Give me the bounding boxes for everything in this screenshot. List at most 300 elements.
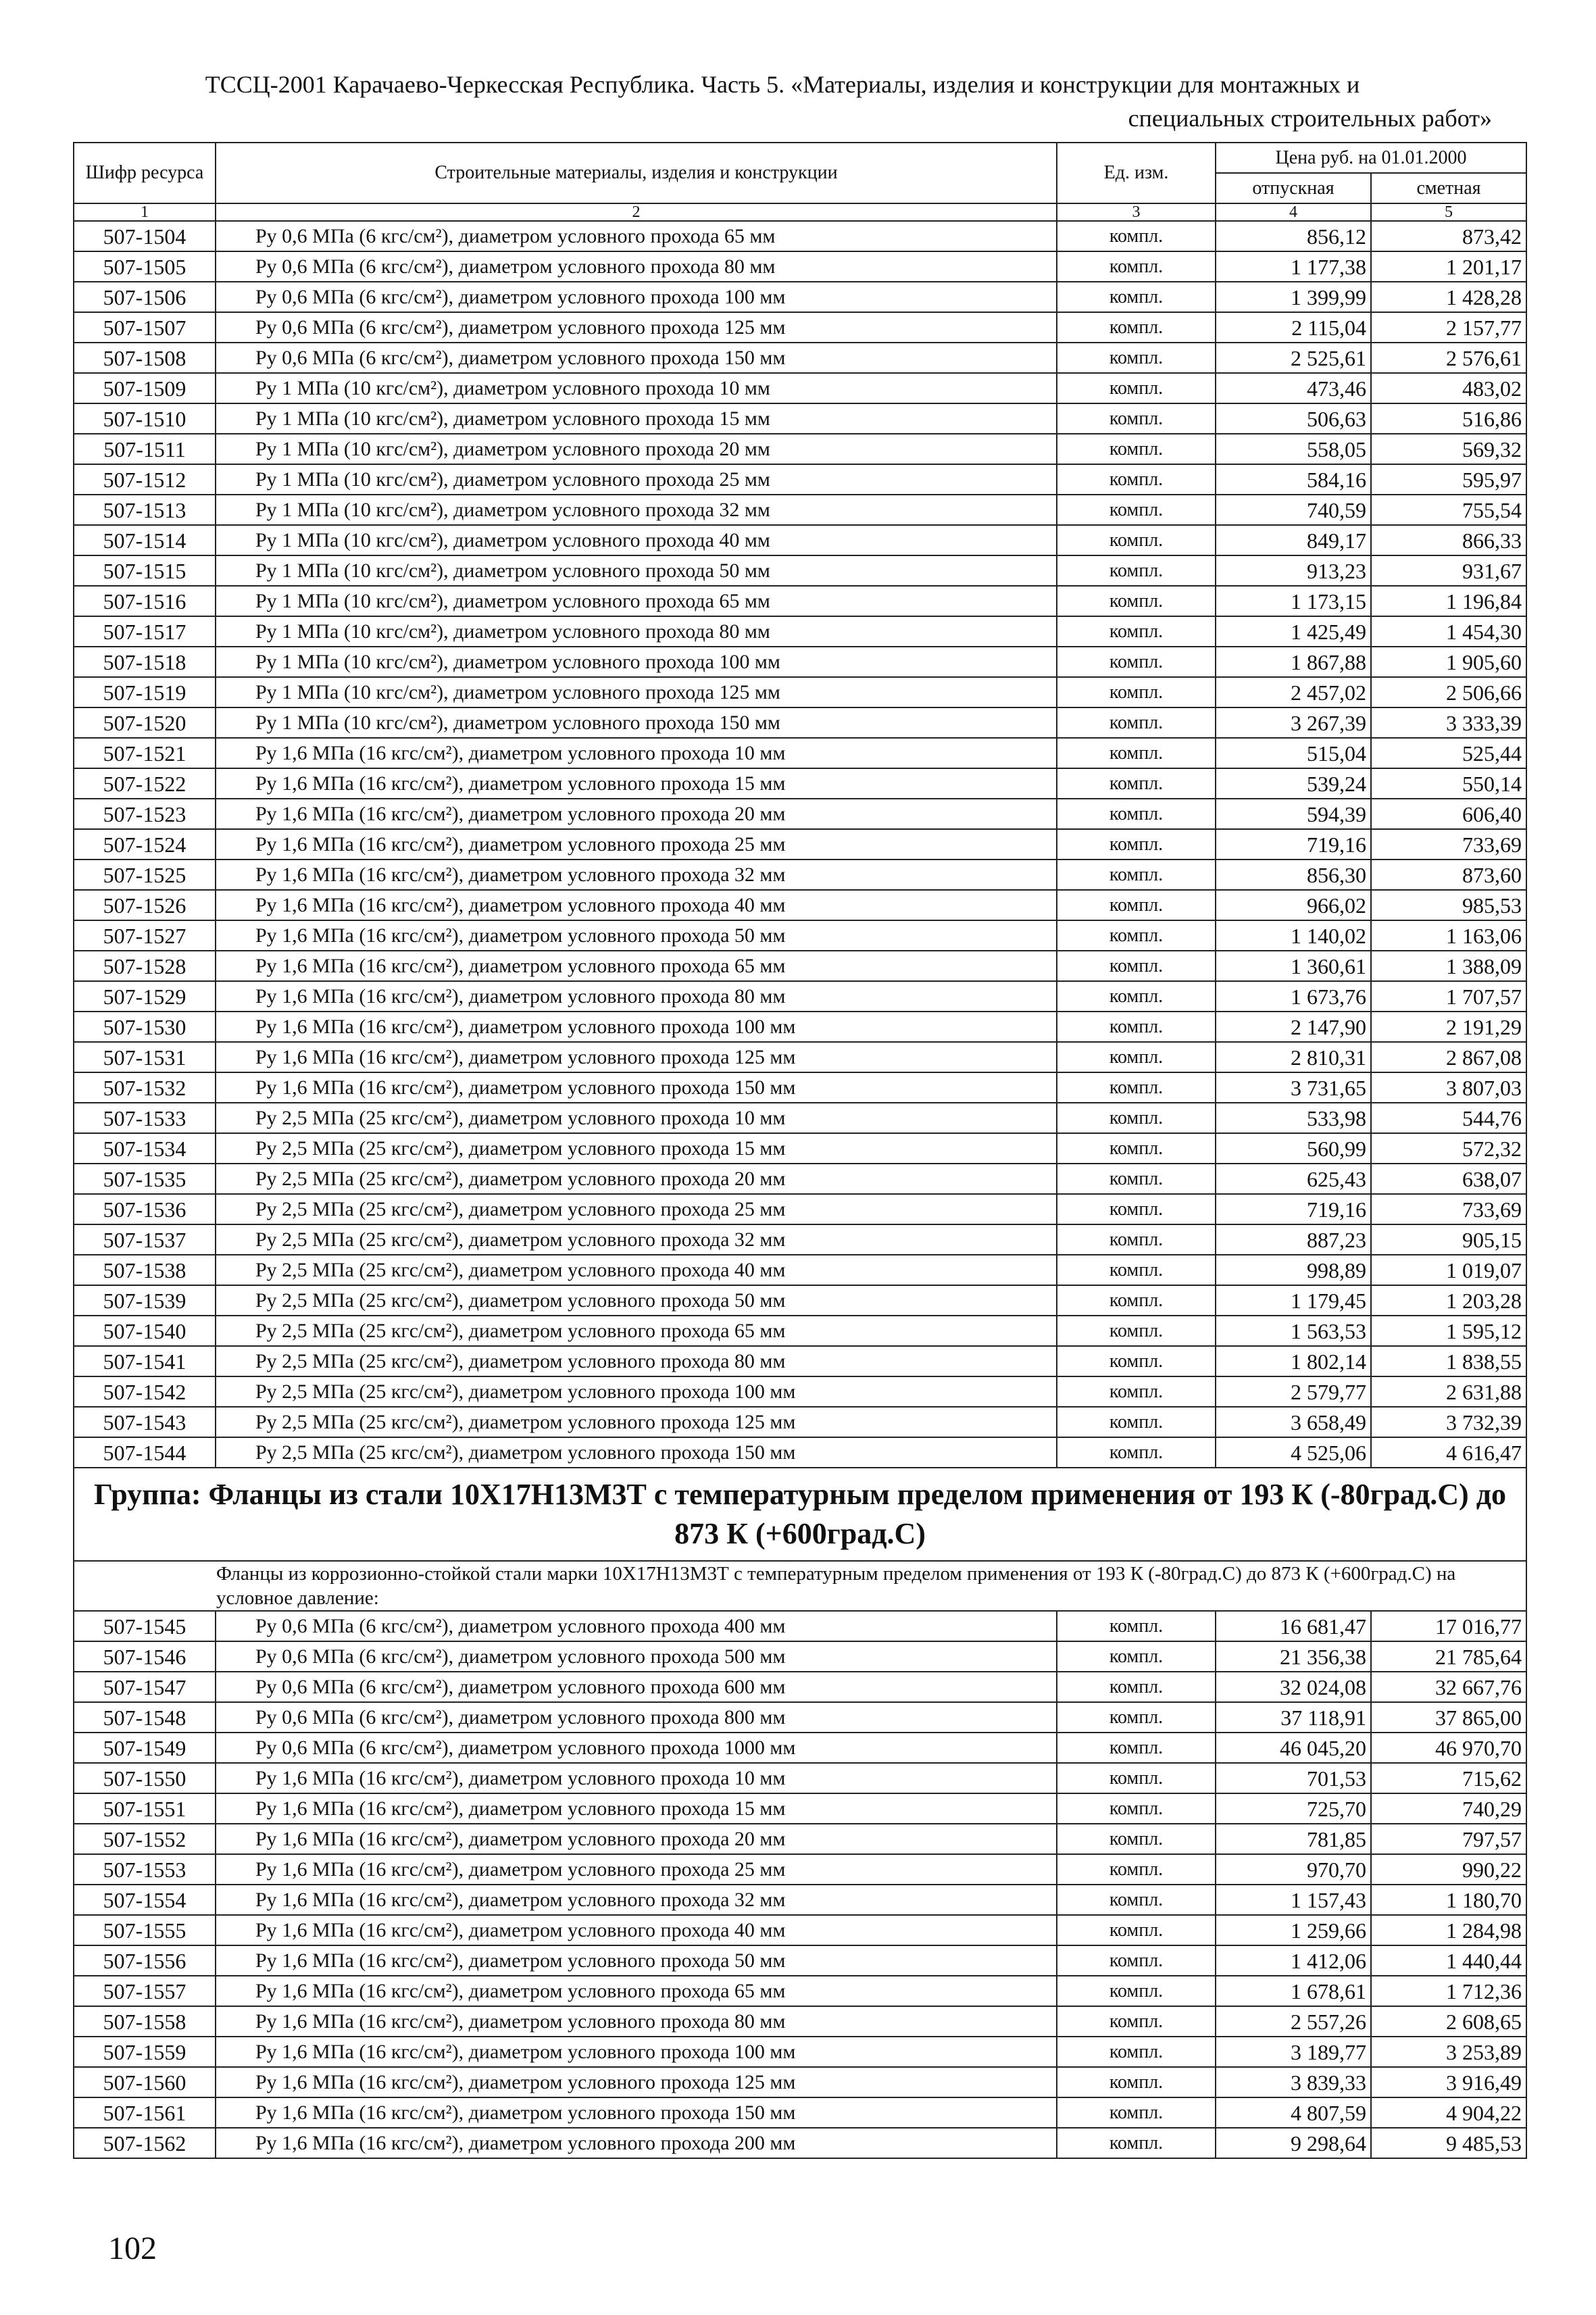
table-body-b: [74, 1611, 1526, 2158]
col-header-unit: Ед. изм.: [1057, 143, 1216, 203]
release-price: 4 525,06: [1216, 1437, 1371, 1468]
estimate-price: 873,60: [1371, 860, 1526, 890]
release-price: 3 731,65: [1216, 1072, 1371, 1103]
estimate-price: 733,69: [1371, 829, 1526, 860]
estimate-price: 32 667,76: [1371, 1672, 1526, 1702]
release-price: 533,98: [1216, 1103, 1371, 1133]
table-row: [74, 738, 1526, 768]
unit-of-measure: компл.: [1057, 2006, 1216, 2037]
item-description: Ру 2,5 МПа (25 кгс/см²), диаметром условного прохода 50 мм: [216, 1285, 1057, 1316]
col-number-2: 2: [216, 203, 1057, 221]
unit-of-measure: компл.: [1057, 890, 1216, 920]
unit-of-measure: компл.: [1057, 1885, 1216, 1915]
table-row: [74, 251, 1526, 282]
unit-of-measure: компл.: [1057, 1854, 1216, 1885]
resource-code: 507-1530: [74, 1012, 216, 1042]
resource-code: 507-1533: [74, 1103, 216, 1133]
unit-of-measure: компл.: [1057, 707, 1216, 738]
release-price: 3 839,33: [1216, 2067, 1371, 2097]
release-price: 584,16: [1216, 464, 1371, 495]
estimate-price: 2 506,66: [1371, 677, 1526, 707]
release-price: 473,46: [1216, 373, 1371, 403]
unit-of-measure: компл.: [1057, 373, 1216, 403]
estimate-price: 905,15: [1371, 1224, 1526, 1255]
resource-code: 507-1549: [74, 1733, 216, 1763]
estimate-price: 572,32: [1371, 1133, 1526, 1164]
resource-code: 507-1555: [74, 1915, 216, 1945]
table-row: [74, 1164, 1526, 1194]
unit-of-measure: компл.: [1057, 1824, 1216, 1854]
price-table: [73, 142, 1527, 2159]
item-description: Ру 1,6 МПа (16 кгс/см²), диаметром условного прохода 15 мм: [216, 768, 1057, 799]
item-description: Ру 1,6 МПа (16 кгс/см²), диаметром условного прохода 50 мм: [216, 1945, 1057, 1976]
resource-code: 507-1548: [74, 1702, 216, 1733]
estimate-price: 21 785,64: [1371, 1641, 1526, 1672]
estimate-price: 595,97: [1371, 464, 1526, 495]
header-line-2: специальных строительных работ»: [1128, 105, 1492, 132]
resource-code: 507-1521: [74, 738, 216, 768]
resource-code: 507-1539: [74, 1285, 216, 1316]
table-row: [74, 1133, 1526, 1164]
item-description: Ру 0,6 МПа (6 кгс/см²), диаметром условного прохода 80 мм: [216, 251, 1057, 282]
header-line-1: ТССЦ-2001 Карачаево-Черкесская Республика. Часть 5. «Материалы, изделия и конструкции для монтажных и: [205, 71, 1360, 98]
table-row: [74, 799, 1526, 829]
table-row: [74, 920, 1526, 951]
resource-code: 507-1538: [74, 1255, 216, 1285]
unit-of-measure: компл.: [1057, 403, 1216, 434]
release-price: 1 867,88: [1216, 647, 1371, 677]
item-description: Ру 1,6 МПа (16 кгс/см²), диаметром условного прохода 15 мм: [216, 1793, 1057, 1824]
table-row: [74, 890, 1526, 920]
unit-of-measure: компл.: [1057, 434, 1216, 464]
unit-of-measure: компл.: [1057, 1763, 1216, 1793]
resource-code: 507-1513: [74, 495, 216, 525]
estimate-price: 1 905,60: [1371, 647, 1526, 677]
table-row: [74, 1945, 1526, 1976]
resource-code: 507-1522: [74, 768, 216, 799]
table-row: [74, 1854, 1526, 1885]
unit-of-measure: компл.: [1057, 1611, 1216, 1641]
resource-code: 507-1512: [74, 464, 216, 495]
resource-code: 507-1546: [74, 1641, 216, 1672]
resource-code: 507-1508: [74, 343, 216, 373]
table-row: [74, 1224, 1526, 1255]
resource-code: 507-1534: [74, 1133, 216, 1164]
release-price: 1 412,06: [1216, 1945, 1371, 1976]
resource-code: 507-1545: [74, 1611, 216, 1641]
item-description: Ру 2,5 МПа (25 кгс/см²), диаметром условного прохода 150 мм: [216, 1437, 1057, 1468]
table-row: [74, 1824, 1526, 1854]
col-number-1: 1: [74, 203, 216, 221]
item-description: Ру 1,6 МПа (16 кгс/см²), диаметром условного прохода 80 мм: [216, 981, 1057, 1012]
release-price: 856,30: [1216, 860, 1371, 890]
table-row: [74, 1763, 1526, 1793]
resource-code: 507-1556: [74, 1945, 216, 1976]
unit-of-measure: компл.: [1057, 464, 1216, 495]
col-header-release: отпускная: [1216, 173, 1371, 203]
release-price: 1 399,99: [1216, 282, 1371, 312]
release-price: 849,17: [1216, 525, 1371, 555]
table-row: [74, 1702, 1526, 1733]
unit-of-measure: компл.: [1057, 251, 1216, 282]
release-price: 625,43: [1216, 1164, 1371, 1194]
resource-code: 507-1509: [74, 373, 216, 403]
table-row: [74, 1885, 1526, 1915]
unit-of-measure: компл.: [1057, 586, 1216, 616]
release-price: 966,02: [1216, 890, 1371, 920]
estimate-price: 990,22: [1371, 1854, 1526, 1885]
resource-code: 507-1550: [74, 1763, 216, 1793]
table-row: [74, 1103, 1526, 1133]
release-price: 2 147,90: [1216, 1012, 1371, 1042]
table-row: [74, 1072, 1526, 1103]
release-price: 856,12: [1216, 221, 1371, 251]
item-description: Ру 1,6 МПа (16 кгс/см²), диаметром условного прохода 200 мм: [216, 2128, 1057, 2158]
resource-code: 507-1511: [74, 434, 216, 464]
unit-of-measure: компл.: [1057, 343, 1216, 373]
estimate-price: 3 732,39: [1371, 1407, 1526, 1437]
table-row: [74, 586, 1526, 616]
estimate-price: 2 157,77: [1371, 312, 1526, 343]
item-description: Ру 2,5 МПа (25 кгс/см²), диаметром условного прохода 25 мм: [216, 1194, 1057, 1224]
item-description: Ру 1,6 МПа (16 кгс/см²), диаметром условного прохода 150 мм: [216, 1072, 1057, 1103]
item-description: Ру 1,6 МПа (16 кгс/см²), диаметром условного прохода 32 мм: [216, 860, 1057, 890]
estimate-price: 1 595,12: [1371, 1316, 1526, 1346]
release-price: 2 525,61: [1216, 343, 1371, 373]
estimate-price: 4 616,47: [1371, 1437, 1526, 1468]
item-description: Ру 1 МПа (10 кгс/см²), диаметром условного прохода 65 мм: [216, 586, 1057, 616]
col-header-price: Цена руб. на 01.01.2000: [1216, 143, 1526, 173]
item-description: Ру 1 МПа (10 кгс/см²), диаметром условного прохода 15 мм: [216, 403, 1057, 434]
resource-code: 507-1562: [74, 2128, 216, 2158]
unit-of-measure: компл.: [1057, 981, 1216, 1012]
item-description: Ру 2,5 МПа (25 кгс/см²), диаметром условного прохода 65 мм: [216, 1316, 1057, 1346]
resource-code: 507-1536: [74, 1194, 216, 1224]
estimate-price: 1 196,84: [1371, 586, 1526, 616]
table-row: [74, 1255, 1526, 1285]
release-price: 740,59: [1216, 495, 1371, 525]
release-price: 515,04: [1216, 738, 1371, 768]
item-description: Ру 0,6 МПа (6 кгс/см²), диаметром условного прохода 100 мм: [216, 282, 1057, 312]
item-description: Ру 2,5 МПа (25 кгс/см²), диаметром условного прохода 32 мм: [216, 1224, 1057, 1255]
estimate-price: 3 807,03: [1371, 1072, 1526, 1103]
estimate-price: 544,76: [1371, 1103, 1526, 1133]
estimate-price: 2 576,61: [1371, 343, 1526, 373]
estimate-price: 755,54: [1371, 495, 1526, 525]
release-price: 2 810,31: [1216, 1042, 1371, 1072]
table-row: [74, 860, 1526, 890]
item-description: Ру 1,6 МПа (16 кгс/см²), диаметром условного прохода 65 мм: [216, 951, 1057, 981]
item-description: Ру 1,6 МПа (16 кгс/см²), диаметром условного прохода 100 мм: [216, 1012, 1057, 1042]
unit-of-measure: компл.: [1057, 920, 1216, 951]
estimate-price: 1 203,28: [1371, 1285, 1526, 1316]
table-row: [74, 1012, 1526, 1042]
item-description: Ру 1 МПа (10 кгс/см²), диаметром условного прохода 25 мм: [216, 464, 1057, 495]
unit-of-measure: компл.: [1057, 951, 1216, 981]
release-price: 3 267,39: [1216, 707, 1371, 738]
unit-of-measure: компл.: [1057, 1437, 1216, 1468]
unit-of-measure: компл.: [1057, 495, 1216, 525]
unit-of-measure: компл.: [1057, 1103, 1216, 1133]
estimate-price: 1 201,17: [1371, 251, 1526, 282]
estimate-price: 985,53: [1371, 890, 1526, 920]
release-price: 2 457,02: [1216, 677, 1371, 707]
estimate-price: 2 191,29: [1371, 1012, 1526, 1042]
unit-of-measure: компл.: [1057, 221, 1216, 251]
estimate-price: 2 608,65: [1371, 2006, 1526, 2037]
item-description: Ру 1,6 МПа (16 кгс/см²), диаметром условного прохода 150 мм: [216, 2097, 1057, 2128]
resource-code: 507-1554: [74, 1885, 216, 1915]
resource-code: 507-1524: [74, 829, 216, 860]
release-price: 3 658,49: [1216, 1407, 1371, 1437]
resource-code: 507-1553: [74, 1854, 216, 1885]
item-description: Ру 1 МПа (10 кгс/см²), диаметром условного прохода 40 мм: [216, 525, 1057, 555]
table-row: [74, 981, 1526, 1012]
page-number: 102: [108, 2231, 157, 2266]
unit-of-measure: компл.: [1057, 1915, 1216, 1945]
unit-of-measure: компл.: [1057, 1346, 1216, 1376]
table-row: [74, 403, 1526, 434]
item-description: Ру 1 МПа (10 кгс/см²), диаметром условного прохода 32 мм: [216, 495, 1057, 525]
release-price: 1 673,76: [1216, 981, 1371, 1012]
resource-code: 507-1504: [74, 221, 216, 251]
estimate-price: 1 180,70: [1371, 1885, 1526, 1915]
estimate-price: 1 388,09: [1371, 951, 1526, 981]
resource-code: 507-1544: [74, 1437, 216, 1468]
item-description: Ру 1 МПа (10 кгс/см²), диаметром условного прохода 20 мм: [216, 434, 1057, 464]
release-price: 1 563,53: [1216, 1316, 1371, 1346]
release-price: 560,99: [1216, 1133, 1371, 1164]
release-price: 37 118,91: [1216, 1702, 1371, 1733]
resource-code: 507-1540: [74, 1316, 216, 1346]
table-row: [74, 768, 1526, 799]
estimate-price: 37 865,00: [1371, 1702, 1526, 1733]
release-price: 1 157,43: [1216, 1885, 1371, 1915]
estimate-price: 516,86: [1371, 403, 1526, 434]
release-price: 887,23: [1216, 1224, 1371, 1255]
item-description: Ру 0,6 МПа (6 кгс/см²), диаметром условного прохода 400 мм: [216, 1611, 1057, 1641]
table-row: [74, 525, 1526, 555]
estimate-price: 1 284,98: [1371, 1915, 1526, 1945]
col-header-name: Строительные материалы, изделия и конструкции: [216, 143, 1057, 203]
item-description: Ру 1,6 МПа (16 кгс/см²), диаметром условного прохода 100 мм: [216, 2037, 1057, 2067]
item-description: Ру 1,6 МПа (16 кгс/см²), диаметром условного прохода 125 мм: [216, 2067, 1057, 2097]
item-description: Ру 0,6 МПа (6 кгс/см²), диаметром условного прохода 150 мм: [216, 343, 1057, 373]
resource-code: 507-1535: [74, 1164, 216, 1194]
unit-of-measure: компл.: [1057, 2097, 1216, 2128]
release-price: 781,85: [1216, 1824, 1371, 1854]
table-row: [74, 1733, 1526, 1763]
unit-of-measure: компл.: [1057, 1376, 1216, 1407]
release-price: 21 356,38: [1216, 1641, 1371, 1672]
release-price: 4 807,59: [1216, 2097, 1371, 2128]
estimate-price: 569,32: [1371, 434, 1526, 464]
group-section: [74, 1468, 1526, 1611]
table-row: [74, 2006, 1526, 2037]
estimate-price: 606,40: [1371, 799, 1526, 829]
item-description: Ру 1,6 МПа (16 кгс/см²), диаметром условного прохода 65 мм: [216, 1976, 1057, 2006]
release-price: 719,16: [1216, 829, 1371, 860]
item-description: Ру 1 МПа (10 кгс/см²), диаметром условного прохода 50 мм: [216, 555, 1057, 586]
item-description: Ру 1 МПа (10 кгс/см²), диаметром условного прохода 10 мм: [216, 373, 1057, 403]
resource-code: 507-1520: [74, 707, 216, 738]
release-price: 2 579,77: [1216, 1376, 1371, 1407]
resource-code: 507-1559: [74, 2037, 216, 2067]
unit-of-measure: компл.: [1057, 1012, 1216, 1042]
release-price: 1 179,45: [1216, 1285, 1371, 1316]
estimate-price: 550,14: [1371, 768, 1526, 799]
resource-code: 507-1561: [74, 2097, 216, 2128]
table-row: [74, 707, 1526, 738]
resource-code: 507-1517: [74, 616, 216, 647]
release-price: 539,24: [1216, 768, 1371, 799]
resource-code: 507-1519: [74, 677, 216, 707]
estimate-price: 1 163,06: [1371, 920, 1526, 951]
unit-of-measure: компл.: [1057, 1194, 1216, 1224]
item-description: Ру 0,6 МПа (6 кгс/см²), диаметром условного прохода 800 мм: [216, 1702, 1057, 1733]
release-price: 719,16: [1216, 1194, 1371, 1224]
table-row: [74, 343, 1526, 373]
estimate-price: 1 019,07: [1371, 1255, 1526, 1285]
resource-code: 507-1514: [74, 525, 216, 555]
release-price: 970,70: [1216, 1854, 1371, 1885]
estimate-price: 1 712,36: [1371, 1976, 1526, 2006]
table-row: [74, 373, 1526, 403]
table-row: [74, 2067, 1526, 2097]
unit-of-measure: компл.: [1057, 2128, 1216, 2158]
unit-of-measure: компл.: [1057, 1133, 1216, 1164]
release-price: 558,05: [1216, 434, 1371, 464]
unit-of-measure: компл.: [1057, 799, 1216, 829]
estimate-price: 715,62: [1371, 1763, 1526, 1793]
release-price: 3 189,77: [1216, 2037, 1371, 2067]
estimate-price: 17 016,77: [1371, 1611, 1526, 1641]
item-description: Ру 2,5 МПа (25 кгс/см²), диаметром условного прохода 10 мм: [216, 1103, 1057, 1133]
estimate-price: 1 707,57: [1371, 981, 1526, 1012]
item-description: Ру 2,5 МПа (25 кгс/см²), диаметром условного прохода 40 мм: [216, 1255, 1057, 1285]
table-row: [74, 1285, 1526, 1316]
table-row: [74, 221, 1526, 251]
item-description: Ру 0,6 МПа (6 кгс/см²), диаметром условного прохода 500 мм: [216, 1641, 1057, 1672]
resource-code: 507-1547: [74, 1672, 216, 1702]
resource-code: 507-1560: [74, 2067, 216, 2097]
table-row: [74, 677, 1526, 707]
table-row: [74, 1672, 1526, 1702]
resource-code: 507-1542: [74, 1376, 216, 1407]
estimate-price: 3 916,49: [1371, 2067, 1526, 2097]
item-description: Ру 1,6 МПа (16 кгс/см²), диаметром условного прохода 80 мм: [216, 2006, 1057, 2037]
unit-of-measure: компл.: [1057, 525, 1216, 555]
resource-code: 507-1532: [74, 1072, 216, 1103]
unit-of-measure: компл.: [1057, 1255, 1216, 1285]
unit-of-measure: компл.: [1057, 647, 1216, 677]
estimate-price: 9 485,53: [1371, 2128, 1526, 2158]
table-row: [74, 555, 1526, 586]
item-description: Ру 1,6 МПа (16 кгс/см²), диаметром условного прохода 10 мм: [216, 1763, 1057, 1793]
item-description: Ру 1,6 МПа (16 кгс/см²), диаметром условного прохода 40 мм: [216, 1915, 1057, 1945]
unit-of-measure: компл.: [1057, 738, 1216, 768]
resource-code: 507-1529: [74, 981, 216, 1012]
release-price: 1 802,14: [1216, 1346, 1371, 1376]
release-price: 701,53: [1216, 1763, 1371, 1793]
unit-of-measure: компл.: [1057, 1945, 1216, 1976]
resource-code: 507-1558: [74, 2006, 216, 2037]
resource-code: 507-1527: [74, 920, 216, 951]
table-row: [74, 1976, 1526, 2006]
table-row: [74, 829, 1526, 860]
estimate-price: 866,33: [1371, 525, 1526, 555]
release-price: 725,70: [1216, 1793, 1371, 1824]
item-description: Ру 1 МПа (10 кгс/см²), диаметром условного прохода 125 мм: [216, 677, 1057, 707]
unit-of-measure: компл.: [1057, 282, 1216, 312]
item-description: Ру 1 МПа (10 кгс/см²), диаметром условного прохода 80 мм: [216, 616, 1057, 647]
unit-of-measure: компл.: [1057, 312, 1216, 343]
unit-of-measure: компл.: [1057, 1793, 1216, 1824]
item-description: Ру 1,6 МПа (16 кгс/см²), диаметром условного прохода 32 мм: [216, 1885, 1057, 1915]
release-price: 1 177,38: [1216, 251, 1371, 282]
resource-code: 507-1528: [74, 951, 216, 981]
group-title: Группа: Фланцы из стали 10Х17Н13М3Т с температурным пределом применения от 193 К (-80град.С) до 873 К (+600град.С): [74, 1468, 1526, 1561]
release-price: 1 140,02: [1216, 920, 1371, 951]
unit-of-measure: компл.: [1057, 616, 1216, 647]
table-row: [74, 1437, 1526, 1468]
resource-code: 507-1505: [74, 251, 216, 282]
estimate-price: 740,29: [1371, 1793, 1526, 1824]
release-price: 32 024,08: [1216, 1672, 1371, 1702]
release-price: 506,63: [1216, 403, 1371, 434]
release-price: 1 678,61: [1216, 1976, 1371, 2006]
estimate-price: 3 253,89: [1371, 2037, 1526, 2067]
col-number-4: 4: [1216, 203, 1371, 221]
item-description: Ру 1,6 МПа (16 кгс/см²), диаметром условного прохода 40 мм: [216, 890, 1057, 920]
item-description: Ру 2,5 МПа (25 кгс/см²), диаметром условного прохода 80 мм: [216, 1346, 1057, 1376]
table-row: [74, 495, 1526, 525]
estimate-price: 638,07: [1371, 1164, 1526, 1194]
col-header-code: Шифр ресурса: [74, 143, 216, 203]
table-row: [74, 1346, 1526, 1376]
estimate-price: 931,67: [1371, 555, 1526, 586]
table-row: [74, 616, 1526, 647]
page-header: [73, 68, 1492, 135]
estimate-price: 797,57: [1371, 1824, 1526, 1854]
resource-code: 507-1507: [74, 312, 216, 343]
item-description: Ру 1 МПа (10 кгс/см²), диаметром условного прохода 100 мм: [216, 647, 1057, 677]
unit-of-measure: компл.: [1057, 768, 1216, 799]
group-description: Фланцы из коррозионно-стойкой стали марки 10Х17Н13М3Т с температурным пределом применения от 193 К (-80град.С) до 873 К (+600град.С) на условное давление:: [74, 1561, 1526, 1611]
release-price: 9 298,64: [1216, 2128, 1371, 2158]
unit-of-measure: компл.: [1057, 1672, 1216, 1702]
release-price: 16 681,47: [1216, 1611, 1371, 1641]
unit-of-measure: компл.: [1057, 1407, 1216, 1437]
item-description: Ру 1,6 МПа (16 кгс/см²), диаметром условного прохода 25 мм: [216, 1854, 1057, 1885]
unit-of-measure: компл.: [1057, 860, 1216, 890]
table-row: [74, 1641, 1526, 1672]
table-head: [74, 143, 1526, 221]
table-row: [74, 464, 1526, 495]
release-price: 594,39: [1216, 799, 1371, 829]
item-description: Ру 0,6 МПа (6 кгс/см²), диаметром условного прохода 1000 мм: [216, 1733, 1057, 1763]
release-price: 2 557,26: [1216, 2006, 1371, 2037]
resource-code: 507-1525: [74, 860, 216, 890]
unit-of-measure: компл.: [1057, 1042, 1216, 1072]
estimate-price: 3 333,39: [1371, 707, 1526, 738]
table-row: [74, 2128, 1526, 2158]
table-row: [74, 434, 1526, 464]
table-row: [74, 1407, 1526, 1437]
unit-of-measure: компл.: [1057, 1733, 1216, 1763]
item-description: Ру 1,6 МПа (16 кгс/см²), диаметром условного прохода 20 мм: [216, 1824, 1057, 1854]
table-row: [74, 1611, 1526, 1641]
